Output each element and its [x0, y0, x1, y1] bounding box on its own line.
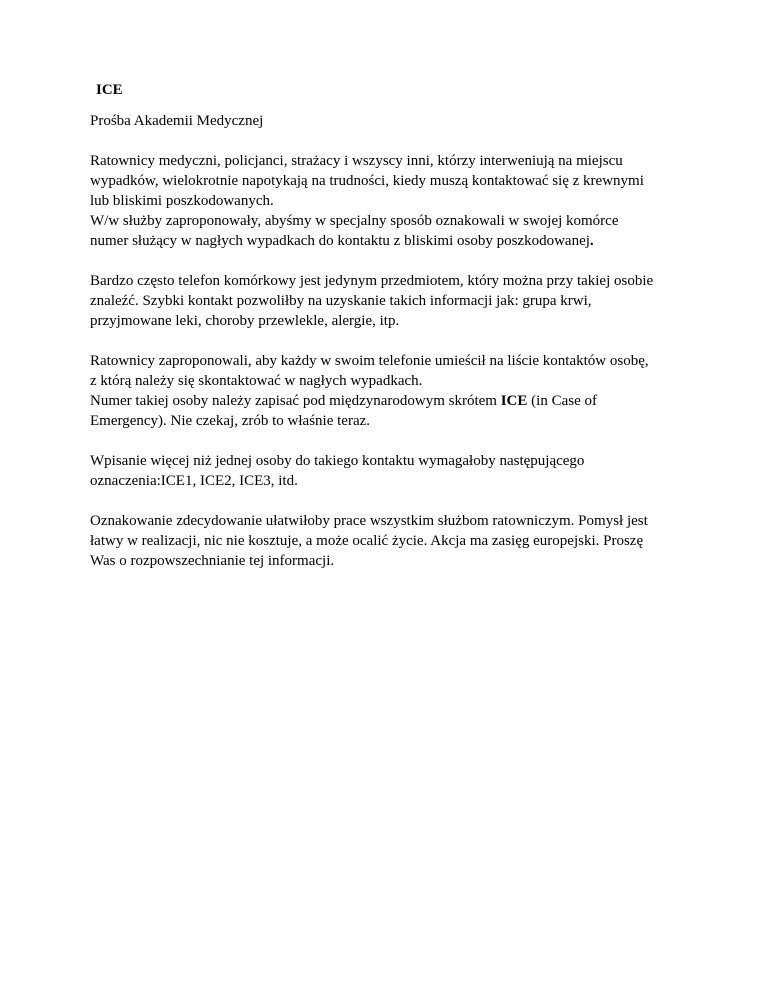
paragraph-4 — [90, 451, 690, 491]
paragraph-5 — [90, 511, 690, 571]
ice-acronym: ICE — [500, 393, 528, 409]
paragraph-2-line-3: przyjmowane leki, choroby przewlekle, alergie, itp. — [90, 313, 400, 329]
paragraph-4-line-1: Wpisanie więcej niż jednej osoby do takiego kontaktu wymagałoby następującego — [90, 453, 585, 469]
paragraph-1-line-1: Ratownicy medyczni, policjanci, strażacy i wszyscy inni, którzy interweniują na miejscu — [90, 153, 623, 169]
document-subtitle — [90, 111, 690, 131]
paragraph-4-line-2: oznaczenia:ICE1, ICE2, ICE3, itd. — [90, 473, 298, 489]
paragraph-1-line-2: wypadków, wielokrotnie napotykają na trudności, kiedy muszą kontaktować się z krewnymi — [90, 173, 644, 189]
paragraph-5-line-2: łatwy w realizacji, nic nie kosztuje, a może ocalić życie. Akcja ma zasięg europejski. Proszę — [90, 533, 644, 549]
paragraph-2-line-1: Bardzo często telefon komórkowy jest jedynym przedmiotem, który można przy takiej osobie — [90, 273, 654, 289]
paragraph-3-line-3-text-a: Numer takiej osoby należy zapisać pod międzynarodowym skrótem — [90, 393, 501, 409]
paragraph-1-line-3: lub bliskimi poszkodowanych. — [90, 193, 274, 209]
paragraph-3-line-1: Ratownicy zaproponowali, aby każdy w swoim telefonie umieścił na liście kontaktów osobę, — [90, 353, 649, 369]
paragraph-1 — [90, 151, 690, 251]
paragraph-1-line-5-text: numer służący w nagłych wypadkach do kontaktu z bliskimi osoby poszkodowanej — [90, 233, 590, 249]
paragraph-5-line-1: Oznakowanie zdecydowanie ułatwiłoby prace wszystkim służbom ratowniczym. Pomysł jest — [90, 513, 648, 529]
document-page — [90, 80, 690, 591]
paragraph-3-line-2: z którą należy się skontaktować w nagłych wypadkach. — [90, 373, 423, 389]
paragraph-3-line-4: Emergency). Nie czekaj, zrób to właśnie teraz. — [90, 413, 371, 429]
paragraph-2 — [90, 271, 690, 331]
paragraph-2-line-2: znaleźć. Szybki kontakt pozwoliłby na uzyskanie takich informacji jak: grupa krwi, — [90, 293, 592, 309]
paragraph-3 — [90, 351, 690, 431]
paragraph-1-line-5-period: . — [589, 233, 594, 249]
paragraph-3-line-3 — [90, 391, 690, 411]
paragraph-1-line-4: W/w służby zaproponowały, abyśmy w specjalny sposób oznakowali w swojej komórce — [90, 213, 619, 229]
paragraph-1-line-5 — [90, 231, 690, 251]
paragraph-5-line-3: Was o rozpowszechnianie tej informacji. — [90, 553, 335, 569]
paragraph-3-line-3-text-b: (in Case of — [527, 393, 597, 409]
document-title: ICE — [96, 82, 123, 98]
subtitle-line: Prośba Akademii Medycznej — [90, 113, 264, 129]
